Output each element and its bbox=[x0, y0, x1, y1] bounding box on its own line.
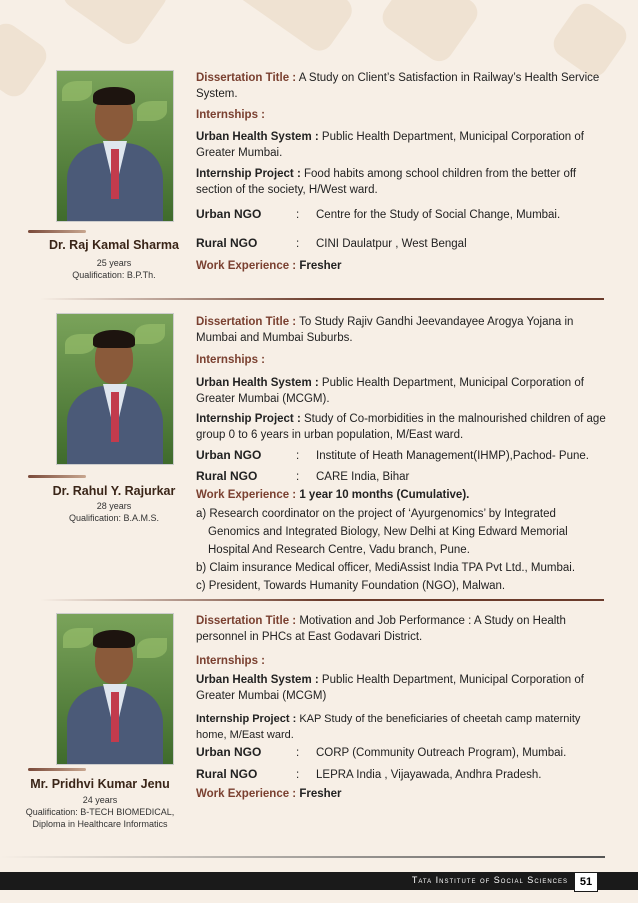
rural-ngo-value: CARE India, Bihar bbox=[316, 471, 410, 483]
work-experience bbox=[196, 487, 606, 503]
work-experience bbox=[196, 786, 606, 802]
internships-label: Internships : bbox=[196, 109, 266, 121]
profile-qualification: Qualification: B.P.Th. bbox=[72, 270, 156, 280]
work-value: Fresher bbox=[299, 260, 342, 272]
urban-ngo-row bbox=[196, 448, 589, 462]
project-label: Internship Project : bbox=[196, 413, 301, 425]
rural-ngo-row bbox=[196, 469, 409, 483]
dissertation-text: Motivation and Job Performance : A Study on Health personnel in PHCs at East Godavari District. bbox=[196, 615, 566, 643]
urban-ngo-value: CORP (Community Outreach Program), Mumbai. bbox=[316, 747, 567, 759]
urban-ngo-value: Centre for the Study of Social Change, Mumbai. bbox=[316, 209, 561, 221]
dissertation bbox=[196, 70, 606, 102]
work-value: Fresher bbox=[299, 788, 342, 800]
urban-ngo-value: Institute of Heath Management(IHMP),Pachod- Pune. bbox=[316, 450, 589, 462]
internships-label: Internships : bbox=[196, 354, 266, 366]
dissertation-text: To Study Rajiv Gandhi Jeevandayee Arogya Yojana in Mumbai and Mumbai Suburbs. bbox=[196, 316, 574, 344]
dissertation-label: Dissertation Title : bbox=[196, 72, 297, 84]
dissertation-label: Dissertation Title : bbox=[196, 316, 297, 328]
work-label: Work Experience : bbox=[196, 260, 297, 272]
uhs-label: Urban Health System : bbox=[196, 131, 319, 143]
work-label: Work Experience : bbox=[196, 788, 297, 800]
profile-name: Mr. Pridhvi Kumar Jenu bbox=[30, 777, 170, 791]
work-item: b) Claim insurance Medical officer, MediAssist India TPA Pvt Ltd., Mumbai. bbox=[196, 562, 576, 574]
dissertation bbox=[196, 613, 606, 645]
work-value: 1 year 10 months (Cumulative). bbox=[299, 489, 470, 501]
urban-health-system bbox=[196, 672, 606, 704]
decorative-tile bbox=[377, 0, 483, 67]
profile-qualification: Qualification: B.A.M.S. bbox=[68, 513, 160, 523]
project-text: Study of Co-morbidities in the malnourished children of age group 0 to 6 years in urban population, M/East ward. bbox=[196, 413, 606, 441]
decorative-tile bbox=[233, 0, 358, 56]
accent-bar bbox=[28, 230, 86, 233]
profile-qualification: Qualification: B-TECH BIOMEDICAL, bbox=[25, 807, 175, 817]
rural-ngo-label: Rural NGO bbox=[196, 469, 258, 483]
uhs-label: Urban Health System : bbox=[196, 674, 319, 686]
colon: : bbox=[296, 769, 300, 781]
work-item: Hospital And Research Centre, Vadu branch, Pune. bbox=[208, 544, 470, 556]
urban-ngo-label: Urban NGO bbox=[196, 207, 262, 221]
urban-ngo-row bbox=[196, 745, 566, 759]
uhs-text: Public Health Department, Municipal Corporation of Greater Mumbai. bbox=[196, 131, 584, 159]
uhs-text: Public Health Department, Municipal Corporation of Greater Mumbai (MCGM) bbox=[196, 674, 584, 702]
work-item: Genomics and Integrated Biology, New Delhi at King Edward Memorial bbox=[208, 526, 568, 538]
dissertation bbox=[196, 314, 606, 346]
footer-rule bbox=[0, 856, 605, 858]
project-text: Food habits among school children from the better off section of the society, H/West ward. bbox=[196, 168, 577, 196]
accent-bar bbox=[28, 475, 86, 478]
urban-ngo-label: Urban NGO bbox=[196, 745, 262, 759]
uhs-text: Public Health Department, Municipal Corporation of Greater Mumbai (MCGM). bbox=[196, 377, 584, 405]
work-label: Work Experience : bbox=[196, 489, 297, 501]
colon: : bbox=[296, 450, 300, 462]
rural-ngo-value: LEPRA India , Vijayawada, Andhra Pradesh. bbox=[316, 769, 542, 781]
profile-photo bbox=[56, 613, 174, 765]
accent-bar bbox=[28, 768, 86, 771]
colon: : bbox=[296, 209, 300, 221]
internship-project bbox=[196, 166, 606, 198]
work-item: a) Research coordinator on the project of ‘Ayurgenomics’ by Integrated bbox=[196, 508, 556, 520]
rural-ngo-label: Rural NGO bbox=[196, 236, 258, 250]
decorative-tile bbox=[0, 18, 52, 102]
project-label: Internship Project : bbox=[196, 168, 301, 180]
rural-ngo-row bbox=[196, 767, 541, 781]
section-divider bbox=[40, 298, 604, 300]
uhs-label: Urban Health System : bbox=[196, 377, 319, 389]
internships-label: Internships : bbox=[196, 655, 266, 667]
rural-ngo-value: CINI Daulatpur , West Bengal bbox=[316, 238, 467, 250]
profile-photo bbox=[56, 313, 174, 465]
project-text: KAP Study of the beneficiaries of cheetah camp maternity home, M/East ward. bbox=[196, 713, 581, 741]
footer-bar bbox=[0, 872, 638, 890]
profile-qualification-2: Diploma in Healthcare Informatics bbox=[32, 819, 168, 829]
urban-ngo-row bbox=[196, 207, 560, 221]
section-divider bbox=[40, 599, 604, 601]
internship-project bbox=[196, 411, 606, 443]
rural-ngo-row bbox=[196, 236, 467, 250]
profile-name: Dr. Raj Kamal Sharma bbox=[49, 238, 179, 252]
profile-name: Dr. Rahul Y. Rajurkar bbox=[52, 484, 176, 498]
dissertation-label: Dissertation Title : bbox=[196, 615, 297, 627]
work-experience bbox=[196, 258, 606, 274]
rural-ngo-label: Rural NGO bbox=[196, 767, 258, 781]
profile-age: 25 years bbox=[96, 258, 132, 268]
dissertation-text: A Study on Client’s Satisfaction in Railway’s Health Service System. bbox=[196, 72, 600, 100]
urban-health-system bbox=[196, 375, 606, 407]
internship-project bbox=[196, 711, 606, 743]
footer-title: Tata Institute of Social Sciences bbox=[411, 875, 568, 885]
decorative-tile bbox=[58, 0, 172, 49]
profile-age: 24 years bbox=[82, 795, 118, 805]
project-label: Internship Project : bbox=[196, 713, 297, 725]
profile-age: 28 years bbox=[96, 501, 132, 511]
profile-photo bbox=[56, 70, 174, 222]
work-experience-list bbox=[196, 505, 606, 595]
colon: : bbox=[296, 747, 300, 759]
urban-ngo-label: Urban NGO bbox=[196, 448, 262, 462]
colon: : bbox=[296, 471, 300, 483]
work-item: c) President, Towards Humanity Foundation (NGO), Malwan. bbox=[196, 580, 506, 592]
urban-health-system bbox=[196, 129, 606, 161]
colon: : bbox=[296, 238, 300, 250]
page-number: 51 bbox=[574, 872, 598, 892]
